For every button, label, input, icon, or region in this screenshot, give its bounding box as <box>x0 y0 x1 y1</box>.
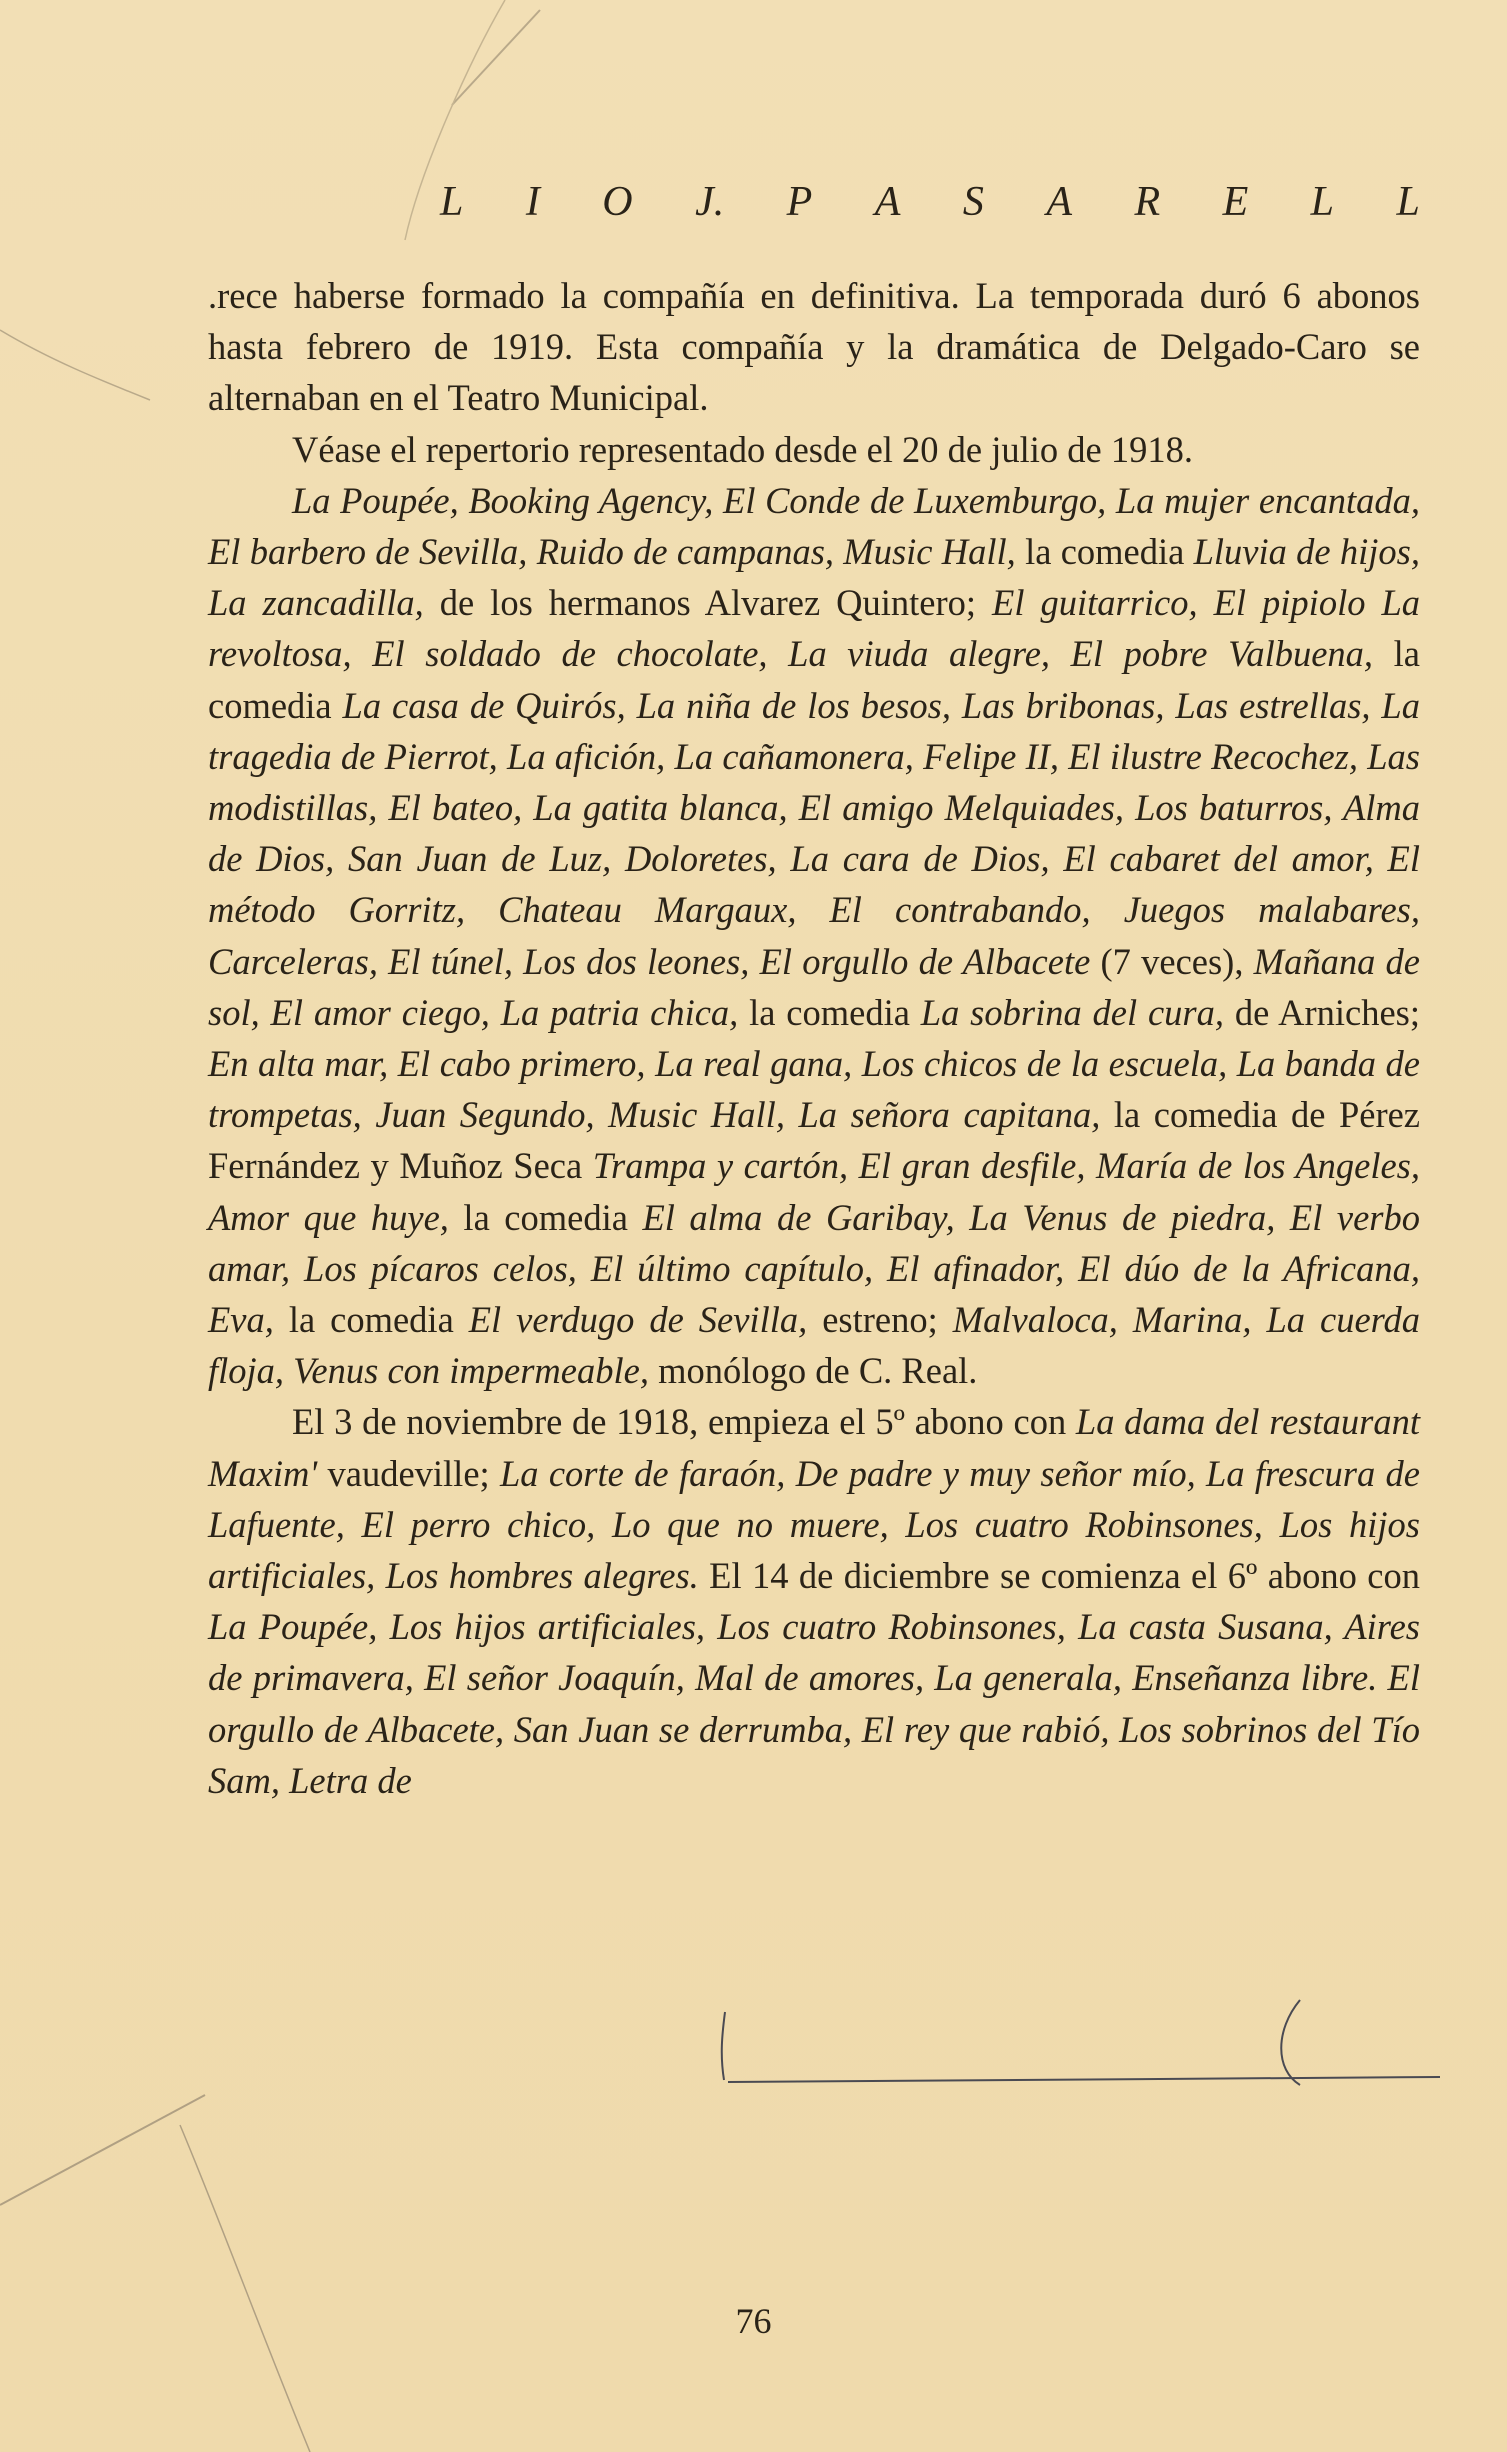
pencil-stroke-bottom <box>180 2125 310 2452</box>
text-run: la comedia <box>273 1299 469 1341</box>
running-head-letter: L <box>440 179 464 225</box>
italic-title-run: El alma de Garibay, La Venus de piedra, El verbo amar, Los pícaros celos, El último capítulo, El afinador, El dúo de la Africana, Eva, <box>208 1196 1420 1341</box>
text-run: El 3 de noviembre de 1918, empieza el 5º abono con <box>292 1401 1076 1443</box>
text-run: .rece haberse formado la compañía en definitiva. La temporada duró 6 abonos hasta febrero de 1919. Esta compañía y la dramática de Delgado-Caro se alternaban en el Teatro Municipal. <box>208 275 1420 419</box>
text-run: la comedia <box>448 1196 643 1238</box>
running-head-letter: O <box>602 179 633 225</box>
text-run: la comedia <box>738 991 921 1033</box>
text-run: la comedia <box>1015 531 1194 573</box>
paragraph <box>208 475 1420 1397</box>
pen-mark-juan <box>1281 2000 1300 2085</box>
running-head-letter: P <box>786 179 813 225</box>
italic-title-run: La dama del restaurant Maxim' <box>208 1401 1420 1494</box>
running-head-letter: L <box>1310 179 1335 225</box>
italic-title-run: Malvaloca, Marina, La cuerda floja, Venus con impermeable, <box>208 1299 1420 1392</box>
text-run: de Arniches; <box>1224 991 1420 1033</box>
running-head-letter: S <box>962 179 984 225</box>
italic-title-run: La casa de Quirós, La niña de los besos, Las bribonas, Las estrellas, La tragedia de Pierrot, La afición, La cañamonera, Felipe II, El ilustre Recochez, Las modistillas, El bateo, La gatita blanca, El amigo Melquiades, Los baturros, Alma de Dios, San Juan de Luz, Doloretes, La cara de Dios, El cabaret del amor, El método Gorritz, Chateau Margaux, El contrabando, Juegos malabares, Carceleras, El túnel, Los dos leones, El orgullo de Albacete <box>208 684 1420 982</box>
italic-title-run: En alta mar, El cabo primero, La real gana, Los chicos de la escuela, La banda de trompetas, Juan Segundo, Music Hall, La señora capitana, <box>208 1043 1420 1136</box>
body-text <box>208 270 1420 1806</box>
text-run: El 14 de diciembre se comienza el 6º abono con <box>698 1555 1420 1597</box>
text-run: la comedia de Pérez Fernández y Muñoz Seca <box>208 1094 1421 1187</box>
running-head <box>440 178 1420 226</box>
italic-title-run: El verdugo de Sevilla, <box>468 1299 808 1341</box>
text-run: de los hermanos Alvarez Quintero; <box>423 582 993 624</box>
text-run: la comedia <box>208 633 1420 726</box>
text-run: (7 veces), <box>1090 940 1254 982</box>
pencil-stroke-lower-left <box>0 2095 205 2205</box>
italic-title-run: La Poupée, Booking Agency, El Conde de Luxemburgo, La mujer encantada, El barbero de Sevilla, Ruido de campanas, Music Hall, <box>208 479 1420 573</box>
text-run: monólogo de C. Real. <box>648 1350 978 1392</box>
running-head-letter: L <box>1396 179 1420 225</box>
italic-title-run: La Poupée, Los hijos artificiales, Los cuatro Robinsones, La casta Susana, Aires de primavera, El señor Joaquín, Mal de amores, La generala, Enseñanza libre. El orgullo de Albacete, San Juan se derrumba, El rey que rabió, Los sobrinos del Tío Sam, Letra de <box>208 1606 1420 1801</box>
italic-title-run: Lluvia de hijos, La zancadilla, <box>208 531 1421 624</box>
text-run: Véase el repertorio representado desde el 20 de julio de 1918. <box>292 428 1194 470</box>
running-head-letter: J. <box>695 179 725 225</box>
pen-underline <box>728 2077 1440 2082</box>
page-number: 76 <box>735 2301 772 2341</box>
running-head-letter: A <box>1046 179 1072 225</box>
pen-mark-bracket <box>722 2012 725 2080</box>
italic-title-run: La corte de faraón, De padre y muy señor mío, La frescura de Lafuente, El perro chico, Lo que no muere, Los cuatro Robinsones, Los hijos artificiales, Los hombres alegres. <box>208 1452 1420 1597</box>
running-head-letter: E <box>1222 179 1249 225</box>
italic-title-run: Trampa y cartón, El gran desfile, María de los Angeles, Amor que huye, <box>208 1145 1420 1238</box>
paragraph <box>208 270 1420 424</box>
italic-title-run: El guitarrico, El pipiolo La revoltosa, El soldado de chocolate, La viuda alegre, El pobre Valbuena, <box>208 582 1420 675</box>
running-head-letter: I <box>525 179 540 225</box>
italic-title-run: La sobrina del cura, <box>920 991 1224 1033</box>
running-head-letter: R <box>1134 179 1161 225</box>
text-run: vaudeville; <box>317 1452 500 1494</box>
paragraph <box>208 1396 1420 1806</box>
text-run: estreno; <box>807 1299 953 1341</box>
pencil-stroke-left <box>0 330 150 400</box>
pencil-stroke-top <box>452 10 540 105</box>
running-head-letter: A <box>874 179 901 225</box>
italic-title-run: Mañana de sol, El amor ciego, La patria chica, <box>208 940 1420 1033</box>
paragraph <box>208 424 1420 475</box>
